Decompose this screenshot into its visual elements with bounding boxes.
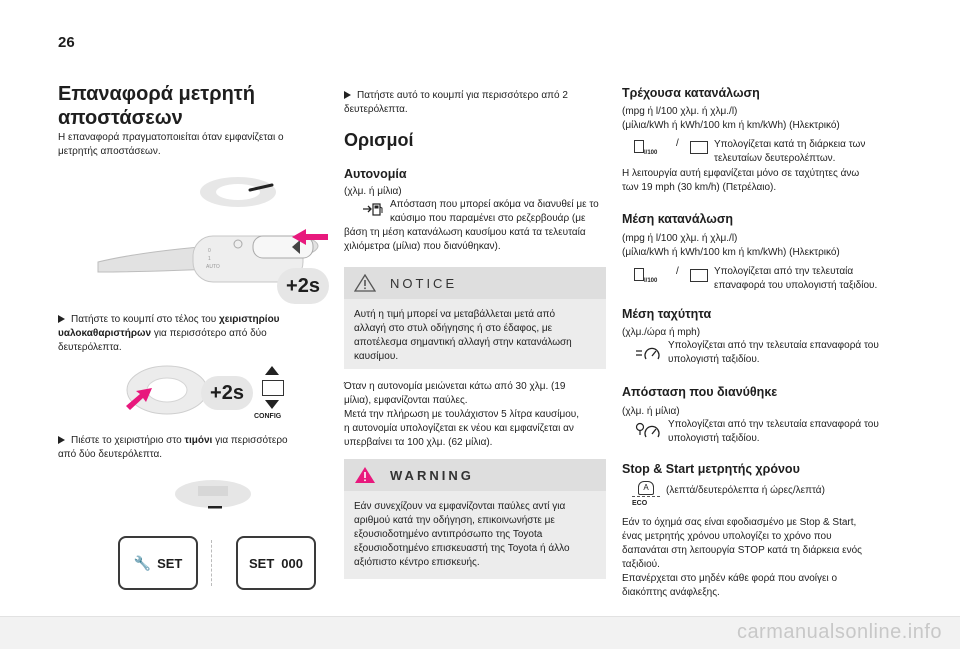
step-steering	[58, 434, 333, 462]
text-line: Υπολογίζεται από την τελευταία επαναφορά του	[668, 419, 879, 430]
footer-watermark-bar	[0, 616, 960, 649]
current-consumption-note	[622, 167, 914, 195]
fuel-pump-icon	[634, 268, 644, 281]
average-consumption-title: Μέση κατανάλωση	[622, 212, 734, 226]
notice-label: NOTICE	[390, 275, 458, 291]
text-line: μετρητής αποστάσεων.	[58, 146, 161, 157]
bullet-arrow-icon	[344, 91, 351, 99]
text-line: η αυτονομία υπολογίζεται εκ νέου και εμφανίζεται αν	[344, 423, 574, 434]
section-title-reset	[58, 82, 255, 130]
distance-icon	[634, 420, 660, 440]
text-line: καύσιμο που παραμένει στο ρεζερβουάρ (με	[390, 213, 586, 224]
average-speed-title: Μέση ταχύτητα	[622, 307, 712, 321]
text-line: Επανέρχεται στο μηδέν κάθε φορά που ανοίγει ο	[622, 573, 837, 584]
step-line	[58, 327, 333, 341]
text-line: Η λειτουργία αυτή εμφανίζεται μόνο σε ταχύτητες άνω	[622, 168, 860, 179]
down-arrow-icon	[265, 400, 279, 409]
text-line: δαπανάται στη λειτουργία STOP κατά τη διάρκεια ενός	[622, 545, 863, 556]
warning-box	[344, 459, 606, 579]
text-line: ταξιδιού.	[622, 559, 660, 570]
text-line: μίλια), εμφανίζονται παύλες.	[344, 395, 468, 406]
step-line: από δύο δευτερόλεπτα.	[58, 449, 163, 460]
text: για περισσότερο από δύο	[151, 328, 267, 339]
text-line: αλλαγή στο στυλ οδήγησης ή στο έδαφος, με	[354, 323, 553, 334]
warning-header	[344, 459, 606, 491]
text: Πατήστε το κουμπί στο τέλος του	[71, 314, 219, 325]
text-line: Όταν η αυτονομία μειώνεται κάτω από 30 χλμ. (19	[344, 381, 566, 392]
step-line	[58, 434, 333, 448]
svg-text:AUTO: AUTO	[206, 264, 220, 270]
average-consumption-desc	[714, 265, 914, 293]
per-100-label: l/100	[644, 278, 658, 284]
divider	[632, 496, 660, 497]
notice-text	[344, 299, 606, 364]
text: Πιέστε το χειριστήριο στο	[71, 435, 185, 446]
text-line: ένας μετρητής χρόνου υπολογίζει το χρόνο που	[622, 531, 832, 542]
title-line: Επαναφορά μετρητή	[58, 83, 255, 105]
text-line: χιλιόμετρα (μίλια) που διανύθηκαν).	[344, 241, 501, 252]
notice-header	[344, 267, 606, 299]
distance-unit: (χλμ. ή μίλια)	[622, 406, 680, 417]
caution-triangle-icon	[354, 274, 376, 292]
step-line: δευτερόλεπτα.	[344, 104, 408, 115]
current-consumption-desc	[714, 138, 914, 166]
reset-intro	[58, 131, 338, 159]
warning-triangle-icon	[354, 466, 376, 484]
title-line: αποστάσεων	[58, 107, 183, 129]
fuel-pump-icon	[634, 140, 644, 153]
up-arrow-icon	[265, 366, 279, 375]
stop-start-title: Stop & Start μετρητής χρόνου	[622, 462, 800, 476]
autonomy-text	[344, 198, 606, 254]
text-line: εξουσιοδοτημένο επισκευαστή της Toyota ή άλλο	[354, 543, 570, 554]
per-100-label: l/100	[644, 150, 658, 156]
svg-text:1: 1	[208, 256, 211, 262]
bold-text: χειριστηρίου	[218, 314, 280, 325]
text-line: τελευταίων δευτερολέπτων.	[714, 153, 836, 164]
eco-label: ECO	[632, 500, 648, 507]
separator-dashed	[211, 540, 212, 586]
svg-text:0: 0	[208, 248, 211, 254]
slash-separator: /	[676, 266, 679, 277]
press-arrow-icon	[290, 226, 330, 248]
average-speed-icon	[634, 344, 660, 362]
trip-counter-display	[236, 536, 316, 590]
text-line: αξιόπιστο κέντρο επισκευής.	[354, 557, 480, 568]
autonomy-title: Αυτονομία	[344, 167, 407, 181]
config-label: CONFIG	[254, 413, 282, 420]
text-line: βάση τη μέση κατανάλωση καυσίμου κατά τα τελευταία	[344, 227, 586, 238]
current-consumption-icons	[634, 138, 714, 162]
text-line: Απόσταση που μπορεί ακόμα να διανυθεί με το	[390, 199, 599, 210]
step-wiper	[58, 313, 333, 355]
text: Πατήστε αυτό το κουμπί για περισσότερο από 2	[357, 90, 568, 101]
text: για περισσότερο	[212, 435, 288, 446]
warning-text	[344, 491, 606, 570]
text-line: των 19 mph (30 km/h) (Πετρέλαιο).	[622, 182, 777, 193]
text-line: υπολογιστή ταξιδίου.	[668, 433, 760, 444]
bullet-arrow-icon	[58, 436, 65, 444]
battery-icon	[690, 141, 708, 154]
current-consumption-title: Τρέχουσα κατανάλωση	[622, 86, 760, 100]
text-line: υπολογιστή ταξιδίου.	[668, 354, 760, 365]
text-line: διακόπτης ανάφλεξης.	[622, 587, 720, 598]
text-line: Μετά την πλήρωση με τουλάχιστον 5 λίτρα καυσίμου,	[344, 409, 580, 420]
step-line: δευτερόλεπτα.	[58, 342, 122, 353]
distance-title: Απόσταση που διανύθηκε	[622, 385, 778, 399]
steering-wheel-illustration	[122, 364, 212, 419]
watermark-text: carmanualsonline.info	[736, 621, 942, 643]
text-line: επαναφορά του υπολογιστή ταξιδίου.	[714, 280, 878, 291]
counter-value: 000	[281, 555, 303, 571]
current-consumption-units	[622, 105, 912, 133]
bold-text: τιμόνι	[184, 435, 213, 446]
wrench-icon: 🔧	[133, 554, 152, 571]
text-line: Υπολογίζεται κατά τη διάρκεια των	[714, 139, 866, 150]
text-line: (μίλια/kWh ή kWh/100 km ή km/kWh) (Ηλεκτρικό)	[622, 247, 840, 258]
step-line	[58, 313, 333, 327]
set-button[interactable]	[118, 536, 198, 590]
notice-box	[344, 267, 606, 369]
text-line: Εάν συνεχίζουν να εμφανίζονται παύλες αντί για	[354, 501, 566, 512]
average-speed-desc	[668, 339, 914, 367]
definitions-title: Ορισμοί	[344, 130, 414, 150]
average-consumption-units	[622, 232, 912, 260]
low-autonomy-text	[344, 380, 609, 450]
text-line: καυσίμου.	[354, 351, 399, 362]
average-speed-unit: (χλμ./ώρα ή mph)	[622, 327, 701, 338]
stop-start-text	[622, 516, 914, 600]
text-line: Αυτή η τιμή μπορεί να μεταβάλλεται μετά από	[354, 309, 556, 320]
warning-label: WARNING	[390, 467, 474, 483]
bold-text: υαλοκαθαριστήρων	[58, 328, 152, 339]
battery-icon	[690, 269, 708, 282]
hold-2s-badge: +2s	[201, 376, 253, 410]
instrument-cluster-icon	[168, 476, 258, 514]
text-line: (μίλια/kWh ή kWh/100 km ή km/kWh) (Ηλεκτρικό)	[622, 120, 840, 131]
set-label: SET	[249, 555, 275, 571]
hold-2s-badge: +2s	[277, 268, 329, 304]
text-line: Η επαναφορά πραγματοποιείται όταν εμφανίζεται ο	[58, 132, 284, 143]
text-line: Υπολογίζεται από την τελευταία επαναφορά του	[668, 340, 879, 351]
step-line	[344, 89, 606, 103]
distance-desc	[668, 418, 914, 446]
set-label: SET	[157, 555, 183, 571]
steering-wheel-icon	[188, 170, 298, 210]
average-consumption-icons	[634, 266, 714, 290]
text-line: υπερβαίνει τα 100 χλμ. (62 μίλια).	[344, 437, 493, 448]
slash-separator: /	[676, 138, 679, 149]
config-button-group	[256, 366, 290, 426]
page-number: 26	[58, 34, 75, 51]
text-line: εξουσιοδοτημένο αντιπρόσωπο της Toyota	[354, 529, 543, 540]
bullet-arrow-icon	[58, 315, 65, 323]
text-line: Εάν το όχημά σας είναι εφοδιασμένο με Stop & Start,	[622, 517, 857, 528]
eco-a-icon: A	[638, 481, 654, 495]
stop-start-icon	[632, 481, 662, 511]
config-button[interactable]	[262, 380, 284, 396]
text-line: αποτέλεσμα σημαντική αλλαγή στην κατανάλωση	[354, 337, 572, 348]
stop-start-unit: (λεπτά/δευτερόλεπτα ή ώρες/λεπτά)	[666, 485, 825, 496]
text-line: (mpg ή l/100 χλμ. ή χλμ./l)	[622, 106, 738, 117]
text-line: (mpg ή l/100 χλμ. ή χλμ./l)	[622, 233, 738, 244]
step-hold-button	[344, 89, 606, 117]
text-line: αριθμού κατά την οδήγηση, επικοινωνήστε με	[354, 515, 555, 526]
text-line: Υπολογίζεται από την τελευταία	[714, 266, 854, 277]
autonomy-unit: (χλμ. ή μίλια)	[344, 186, 402, 197]
